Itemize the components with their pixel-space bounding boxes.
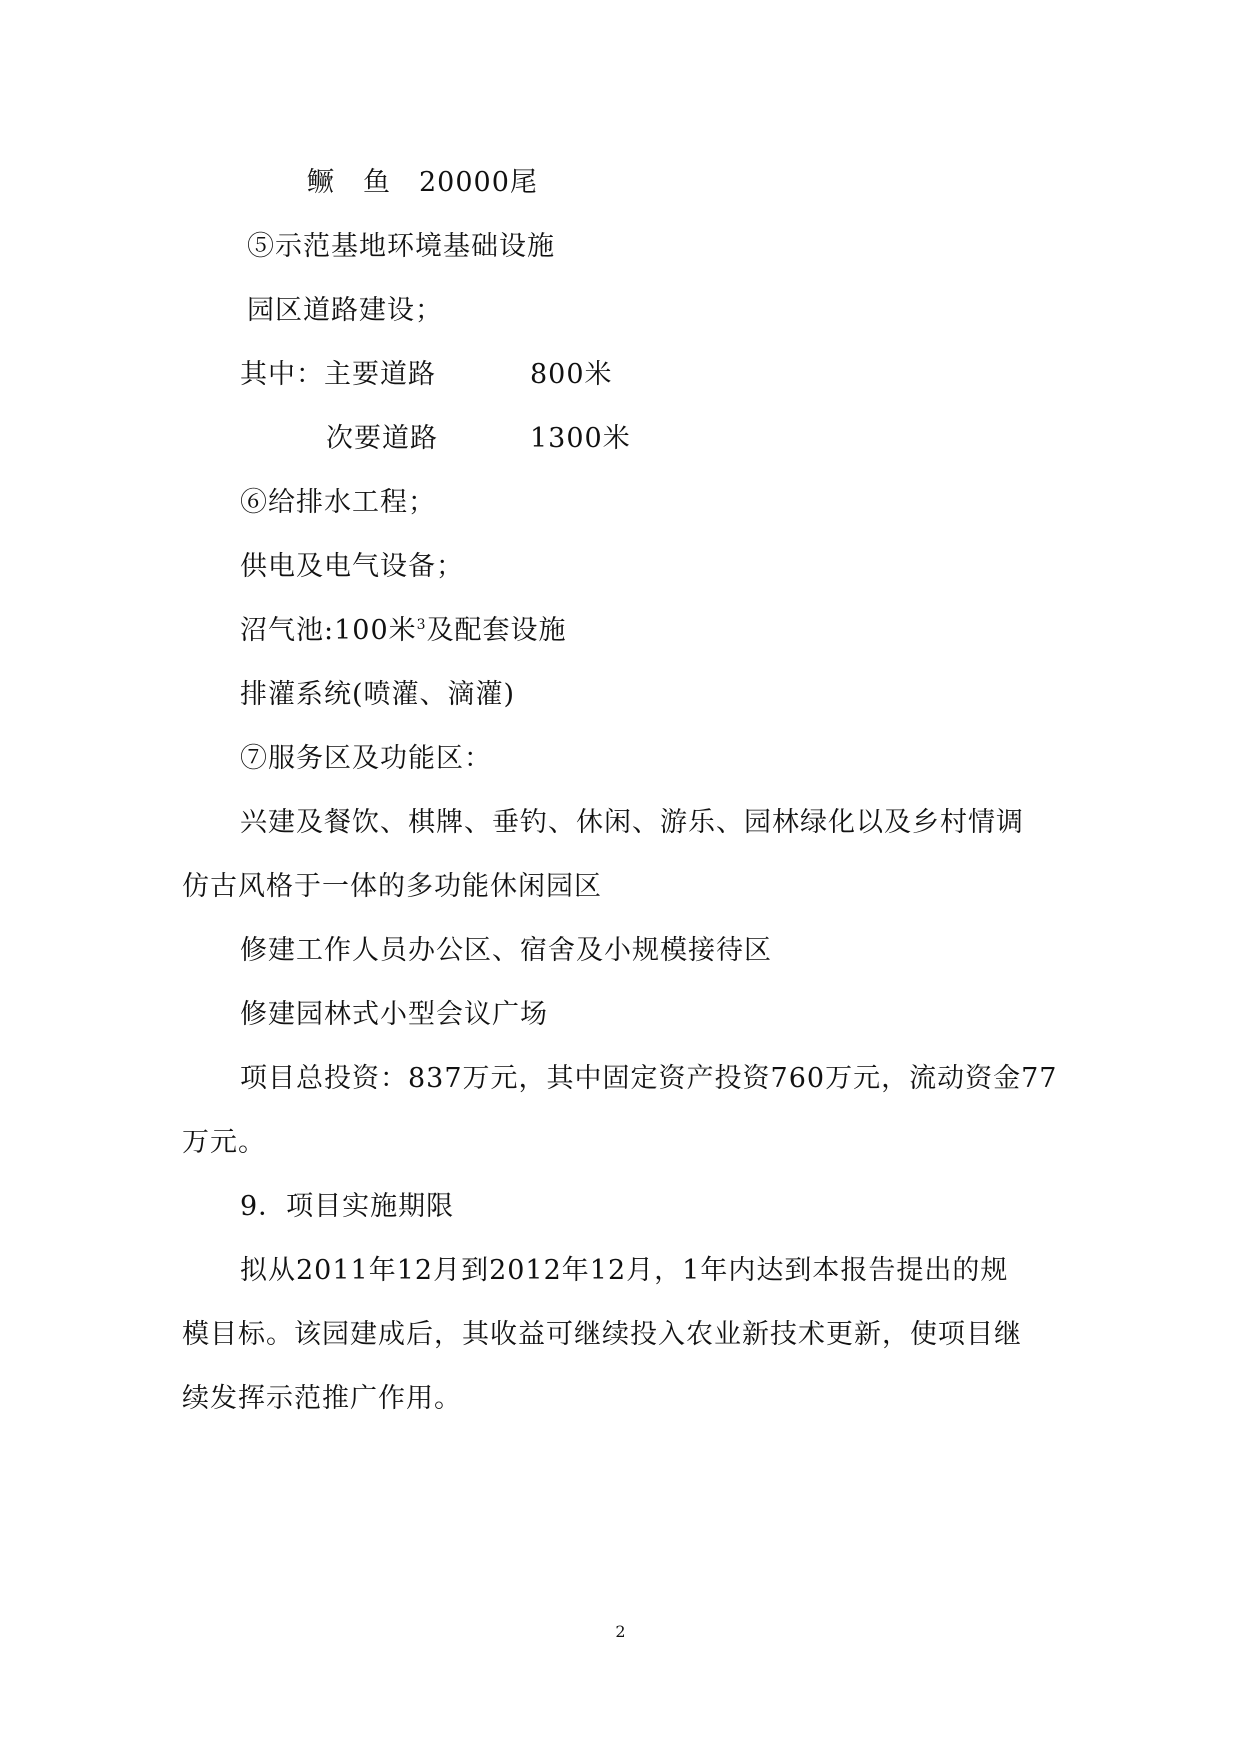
biogas-line (240, 614, 567, 648)
biogas-prefix: 沼气池:100米 (240, 615, 417, 646)
leisure-line-2: 仿古风格于一体的多功能休闲园区 (182, 871, 602, 902)
section-9-heading: 9．项目实施期限 (240, 1191, 455, 1222)
cubic-superscript: 3 (416, 617, 427, 633)
secondary-road-value: 1300米 (530, 423, 631, 454)
investment-line-2: 万元。 (182, 1127, 266, 1158)
page-number: 2 (615, 1622, 626, 1641)
main-road-value: 800米 (530, 359, 613, 390)
biogas-suffix: 及配套设施 (426, 615, 567, 646)
period-line-1: 拟从2011年12月到2012年12月，1年内达到本报告提出的规 (240, 1255, 1009, 1286)
section-5-heading: ⑤示范基地环境基础设施 (247, 231, 555, 262)
power-equipment: 供电及电气设备； (240, 551, 464, 582)
fish-line: 鳜 鱼 20000尾 (307, 167, 538, 198)
section-7-heading: ⑦服务区及功能区： (240, 743, 492, 774)
leisure-line-1: 兴建及餐饮、棋牌、垂钓、休闲、游乐、园林绿化以及乡村情调 (240, 807, 1024, 838)
main-road-label: 其中：主要道路 (240, 359, 436, 390)
period-line-2: 模目标。该园建成后，其收益可继续投入农业新技术更新，使项目继 (182, 1319, 1022, 1350)
investment-line-1: 项目总投资：837万元，其中固定资产投资760万元，流动资金77 (240, 1063, 1058, 1094)
meeting-plaza: 修建园林式小型会议广场 (240, 999, 548, 1030)
road-construction: 园区道路建设； (247, 295, 443, 326)
section-6-heading: ⑥给排水工程； (240, 487, 436, 518)
irrigation: 排灌系统(喷灌、滴灌) (240, 679, 516, 710)
secondary-road-label: 次要道路 (326, 423, 438, 454)
office-area: 修建工作人员办公区、宿舍及小规模接待区 (240, 935, 772, 966)
period-line-3: 续发挥示范推广作用。 (182, 1383, 462, 1414)
